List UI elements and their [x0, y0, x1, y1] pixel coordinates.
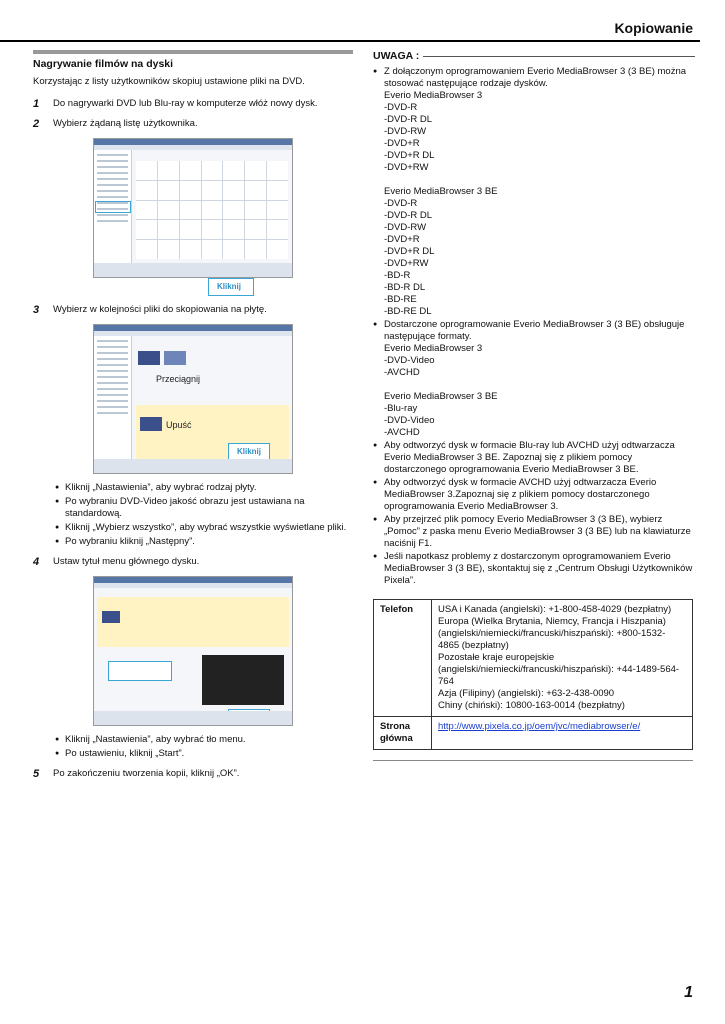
note-heading — [373, 50, 695, 62]
page-title: Kopiowanie — [614, 20, 693, 36]
table-row — [374, 600, 693, 717]
step-number: 4 — [33, 556, 40, 568]
note-title: UWAGA : — [373, 50, 420, 62]
table-row — [374, 717, 693, 750]
step-number: 3 — [33, 304, 40, 316]
right-column — [373, 50, 695, 761]
step-1 — [33, 98, 353, 110]
list-item — [373, 319, 695, 439]
list-item: ● Aby przejrzeć plik pomocy Everio MediaBrowser 3 (3 BE), wybierz „Pomoc” z paska menu Everio MediaBrowser 3 (3 BE) lub na klawiaturze naciśnij F1. — [373, 514, 695, 550]
web-cell — [432, 717, 693, 750]
step-number: 5 — [33, 768, 40, 780]
step-3 — [33, 304, 353, 316]
list-item: ● Po ustawieniu, kliknij „Start”. — [55, 748, 353, 760]
calendar-grid — [136, 161, 288, 259]
window-footer — [94, 459, 292, 473]
step-4-bullets — [55, 734, 353, 760]
note-text: Dostarczone oprogramowanie Everio MediaBrowser 3 (3 BE) obsługuje następujące formaty. — [384, 319, 685, 342]
phone-label: Telefon — [374, 600, 432, 717]
selected-files-area — [97, 597, 289, 647]
step-text: Po zakończeniu tworzenia kopii, kliknij „OK”. — [53, 768, 240, 779]
list-item: ● Aby odtworzyć dysk w formacie Blu-ray lub AVCHD użyj odtwarzacza Everio MediaBrowser 3 BE. Zapoznaj się z plikiem pomocy dostarczonego oprogramowania Everio MediaBrowser 3 BE. — [373, 440, 695, 476]
step-number: 1 — [33, 98, 40, 110]
format-list: Everio MediaBrowser 3 -DVD-Video -AVCHD Everio MediaBrowser 3 BE -Blu-ray -DVD-Video -AVCHD — [384, 343, 498, 438]
drop-label: Upuść — [166, 420, 192, 430]
header-rule — [0, 40, 700, 42]
click-callout: Kliknij — [228, 443, 270, 461]
disc-type-list: Everio MediaBrowser 3 -DVD-R -DVD-R DL -DVD-RW -DVD+R -DVD+R DL -DVD+RW Everio MediaBrowser 3 BE -DVD-R -DVD-R DL -DVD-RW -DVD+R -DVD+R DL -DVD+RW -BD-R -BD-R DL -BD-RE -BD-RE DL — [384, 90, 498, 317]
step-text: Wybierz żądaną listę użytkownika. — [53, 118, 198, 129]
list-item: ● Kliknij „Wybierz wszystko”, aby wybrać wszystkie wyświetlane pliki. — [55, 522, 353, 534]
page-number: 1 — [684, 984, 693, 1001]
window-footer — [94, 263, 292, 277]
intro-text: Korzystając z listy użytkowników skopiuj ustawione pliki na DVD. — [33, 76, 305, 87]
list-item: ● Kliknij „Nastawienia”, aby wybrać rodzaj płyty. — [55, 482, 353, 494]
menu-preview — [202, 655, 284, 705]
user-list-highlight — [95, 201, 131, 213]
homepage-link[interactable]: http://www.pixela.co.jp/oem/jvc/mediabrowser/e/ — [438, 721, 641, 732]
list-item: ● Po wybraniu DVD-Video jakość obrazu jest ustawiana na standardową. — [55, 496, 353, 520]
window-menubar — [94, 583, 292, 588]
step-2 — [33, 118, 353, 130]
section-title: Nagrywanie filmów na dyski — [33, 58, 174, 70]
dropped-thumbnail — [140, 417, 162, 431]
list-item — [373, 66, 695, 318]
step-5 — [33, 768, 353, 780]
step-4 — [33, 556, 353, 568]
step-number: 2 — [33, 118, 40, 130]
note-text: Z dołączonym oprogramowaniem Everio MediaBrowser 3 (3 BE) można stosować następujące rodzaje dysków. — [384, 66, 687, 89]
list-item: ● Jeśli napotkasz problemy z dostarczonym oprogramowaniem Everio MediaBrowser 3 (3 BE), skontaktuj się z „Centrum Obsługi Użytkowników Pixela”. — [373, 551, 695, 587]
menu-title-input — [108, 661, 172, 681]
section-rule — [33, 50, 353, 54]
video-thumbnail — [164, 351, 186, 365]
step-text: Ustaw tytuł menu głównego dysku. — [53, 556, 200, 567]
screenshot-user-list — [93, 138, 293, 278]
window-footer — [94, 711, 292, 725]
step-text: Wybierz w kolejności pliki do skopiowania na płytę. — [53, 304, 267, 315]
window-sidebar — [94, 336, 132, 459]
video-thumbnail — [138, 351, 160, 365]
step-text: Do nagrywarki DVD lub Blu-ray w komputerze włóż nowy dysk. — [53, 98, 318, 109]
web-label: Strona główna — [374, 717, 432, 750]
note-list — [373, 66, 695, 587]
list-item: ● Kliknij „Nastawienia”, aby wybrać tło menu. — [55, 734, 353, 746]
contact-table — [373, 599, 693, 750]
phone-value: USA i Kanada (angielski): +1-800-458-4029 (bezpłatny) Europa (Wielka Brytania, Niemcy, Francja i Hiszpania) (angielski/niemiecki/francuski/hiszpański): +800-1532-4865 (bezpłatny) Pozostałe kraje europejskie (angielski/niemiecki/francuski/hiszpański): +44-1489-564-764 Azja (Filipiny) (angielski): +63-2-438-0090 Chiny (chiński): 10800-163-0014 (bezpłatny) — [432, 600, 693, 717]
bottom-rule — [373, 760, 693, 761]
list-item: ● Po wybraniu kliknij „Następny”. — [55, 536, 353, 548]
note-rule — [423, 56, 695, 57]
drag-label: Przeciągnij — [156, 374, 201, 384]
screenshot-file-selection — [93, 324, 293, 474]
click-callout: Kliknij — [208, 278, 254, 296]
step-3-bullets — [55, 482, 353, 548]
list-item: ● Aby odtworzyć dysk w formacie AVCHD użyj odtwarzacza Everio MediaBrowser 3.Zapoznaj się z plikiem pomocy dostarczonego oprogramowania Everio MediaBrowser 3. — [373, 477, 695, 513]
left-column — [33, 50, 353, 788]
screenshot-menu-title — [93, 576, 293, 726]
video-thumbnail — [102, 611, 120, 623]
